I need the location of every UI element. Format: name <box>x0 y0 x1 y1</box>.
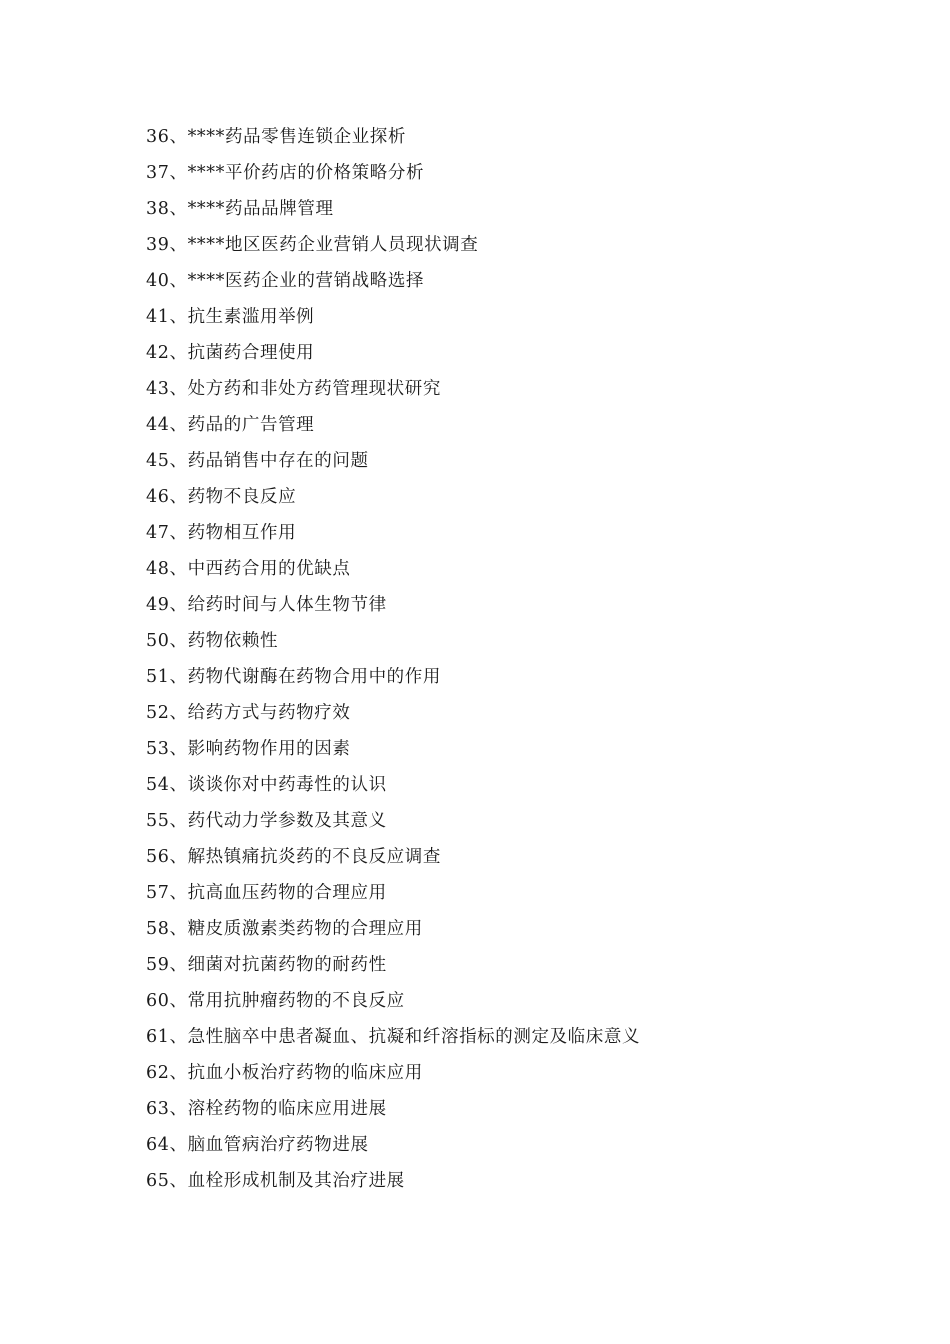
list-item: 38、****药品品牌管理 <box>146 199 334 219</box>
list-item: 55、药代动力学参数及其意义 <box>146 811 387 831</box>
list-item: 41、抗生素滥用举例 <box>146 307 315 327</box>
list-item: 54、谈谈你对中药毒性的认识 <box>146 775 387 795</box>
list-item: 43、处方药和非处方药管理现状研究 <box>146 379 441 399</box>
list-item: 59、细菌对抗菌药物的耐药性 <box>146 955 387 975</box>
list-item: 48、中西药合用的优缺点 <box>146 559 351 579</box>
list-item: 60、常用抗肿瘤药物的不良反应 <box>146 991 405 1011</box>
list-item: 62、抗血小板治疗药物的临床应用 <box>146 1063 423 1083</box>
list-item: 57、抗高血压药物的合理应用 <box>146 883 387 903</box>
list-item: 39、****地区医药企业营销人员现状调查 <box>146 235 479 255</box>
list-item: 44、药品的广告管理 <box>146 415 315 435</box>
list-item: 56、解热镇痛抗炎药的不良反应调查 <box>146 847 441 867</box>
list-item: 45、药品销售中存在的问题 <box>146 451 369 471</box>
list-item: 36、****药品零售连锁企业探析 <box>146 127 406 147</box>
list-item: 63、溶栓药物的临床应用进展 <box>146 1099 387 1119</box>
list-item: 52、给药方式与药物疗效 <box>146 703 351 723</box>
list-item: 46、药物不良反应 <box>146 487 297 507</box>
list-item: 40、****医药企业的营销战略选择 <box>146 271 425 291</box>
list-item: 47、药物相互作用 <box>146 523 297 543</box>
topic-list <box>146 119 640 1199</box>
list-item: 65、血栓形成机制及其治疗进展 <box>146 1171 405 1191</box>
list-item: 61、急性脑卒中患者凝血、抗凝和纤溶指标的测定及临床意义 <box>146 1027 641 1047</box>
list-item: 37、****平价药店的价格策略分析 <box>146 163 425 183</box>
list-item: 51、药物代谢酶在药物合用中的作用 <box>146 667 441 687</box>
list-item: 53、影响药物作用的因素 <box>146 739 351 759</box>
list-item: 49、给药时间与人体生物节律 <box>146 595 387 615</box>
list-item: 50、药物依赖性 <box>146 631 279 651</box>
list-item: 58、糖皮质激素类药物的合理应用 <box>146 919 423 939</box>
list-item: 42、抗菌药合理使用 <box>146 343 315 363</box>
list-item: 64、脑血管病治疗药物进展 <box>146 1135 369 1155</box>
